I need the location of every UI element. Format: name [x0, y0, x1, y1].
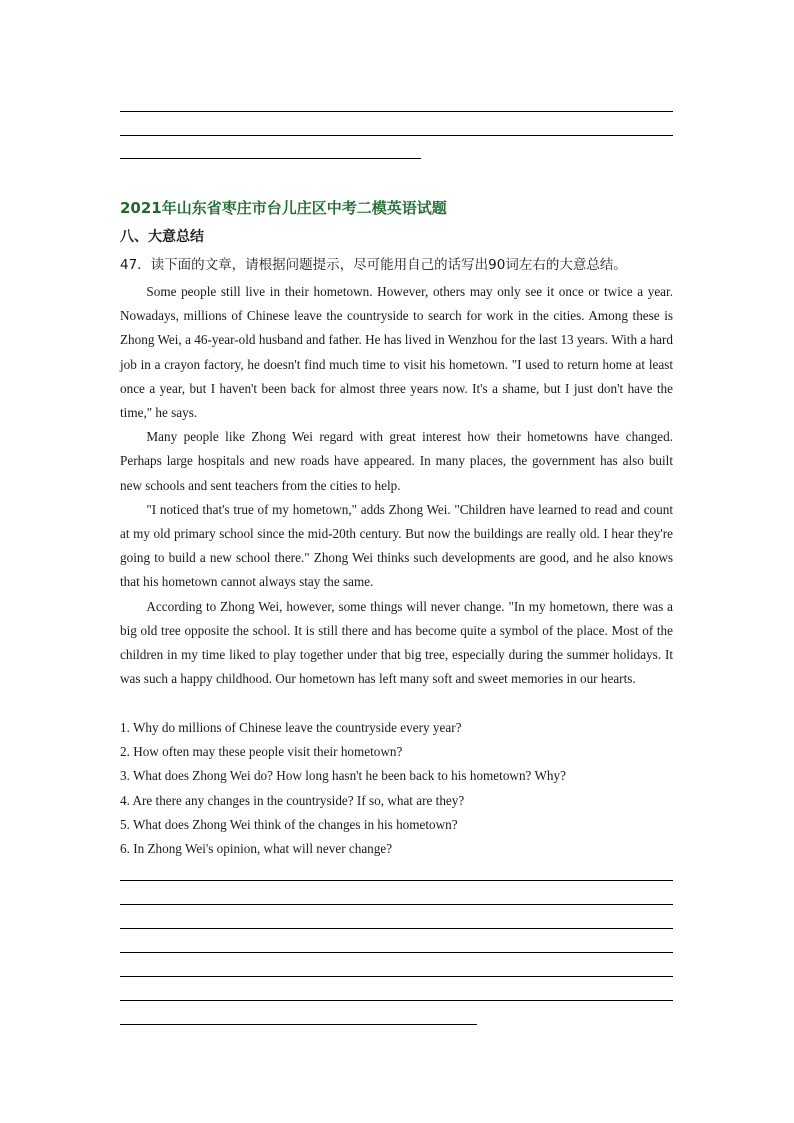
reading-passage: [120, 280, 673, 691]
answer-line: [120, 952, 673, 953]
question-instruction: [120, 256, 680, 274]
question-text: 读下面的文章，请根据问题提示，尽可能用自己的话写出90词左右的大意总结。: [150, 257, 627, 273]
answer-line: [120, 1000, 673, 1001]
prompt-question: 2. How often may these people visit their hometown?: [120, 744, 403, 760]
answer-line: [120, 158, 421, 159]
answer-line: [120, 976, 673, 977]
prompt-question: 4. Are there any changes in the countryside? If so, what are they?: [120, 792, 465, 808]
prompt-question: 5. What does Zhong Wei think of the changes in his hometown?: [120, 816, 458, 832]
question-list: [120, 716, 673, 861]
passage-paragraph: According to Zhong Wei, however, some things will never change. "In my hometown, there was a big old tree opposite the school. It is still there and has become quite a symbol of the place. Most of the children in my time liked to play together under that big tree, especially during the summer holidays. It was such a happy childhood. Our hometown has left many soft and sweet memories in our hearts.: [120, 598, 673, 687]
answer-line: [120, 1024, 477, 1025]
passage-paragraph: Some people still live in their hometown. However, others may only see it once or twice a year. Nowadays, millions of Chinese leave the countryside to search for work in the cities. Among these is Zhong Wei, a 46-year-old husband and father. He has lived in Wenzhou for the last 13 years. With a hard job in a crayon factory, he doesn't find much time to visit his hometown. "I used to return home at least once a year, but I haven't been back for almost three years now. It's a shame, but I just don't have the time," he says.: [120, 284, 673, 421]
exam-title: 2021年山东省枣庄市台儿庄区中考二模英语试题: [120, 199, 447, 217]
answer-line: [120, 880, 673, 881]
answer-line: [120, 904, 673, 905]
passage-paragraph: Many people like Zhong Wei regard with great interest how their hometowns have changed. Perhaps large hospitals and new roads have appeared. In many places, the government has also built new schools and sent teachers from the cities to help.: [120, 429, 673, 493]
prompt-question: 6. In Zhong Wei's opinion, what will never change?: [120, 841, 393, 857]
answer-line: [120, 135, 673, 136]
section-heading: 八、大意总结: [120, 229, 204, 245]
answer-line: [120, 111, 673, 112]
question-number: 47．: [120, 257, 151, 273]
passage-paragraph: "I noticed that's true of my hometown," adds Zhong Wei. "Children have learned to read and count at my old primary school since the mid-20th century. But now the buildings are really old. I hear they're going to build a new school there." Zhong Wei thinks such developments are good, and he also knows that his hometown cannot always stay the same.: [120, 501, 673, 590]
prompt-question: 1. Why do millions of Chinese leave the countryside every year?: [120, 720, 462, 735]
answer-line: [120, 928, 673, 929]
prompt-question: 3. What does Zhong Wei do? How long hasn't he been back to his hometown? Why?: [120, 768, 566, 784]
